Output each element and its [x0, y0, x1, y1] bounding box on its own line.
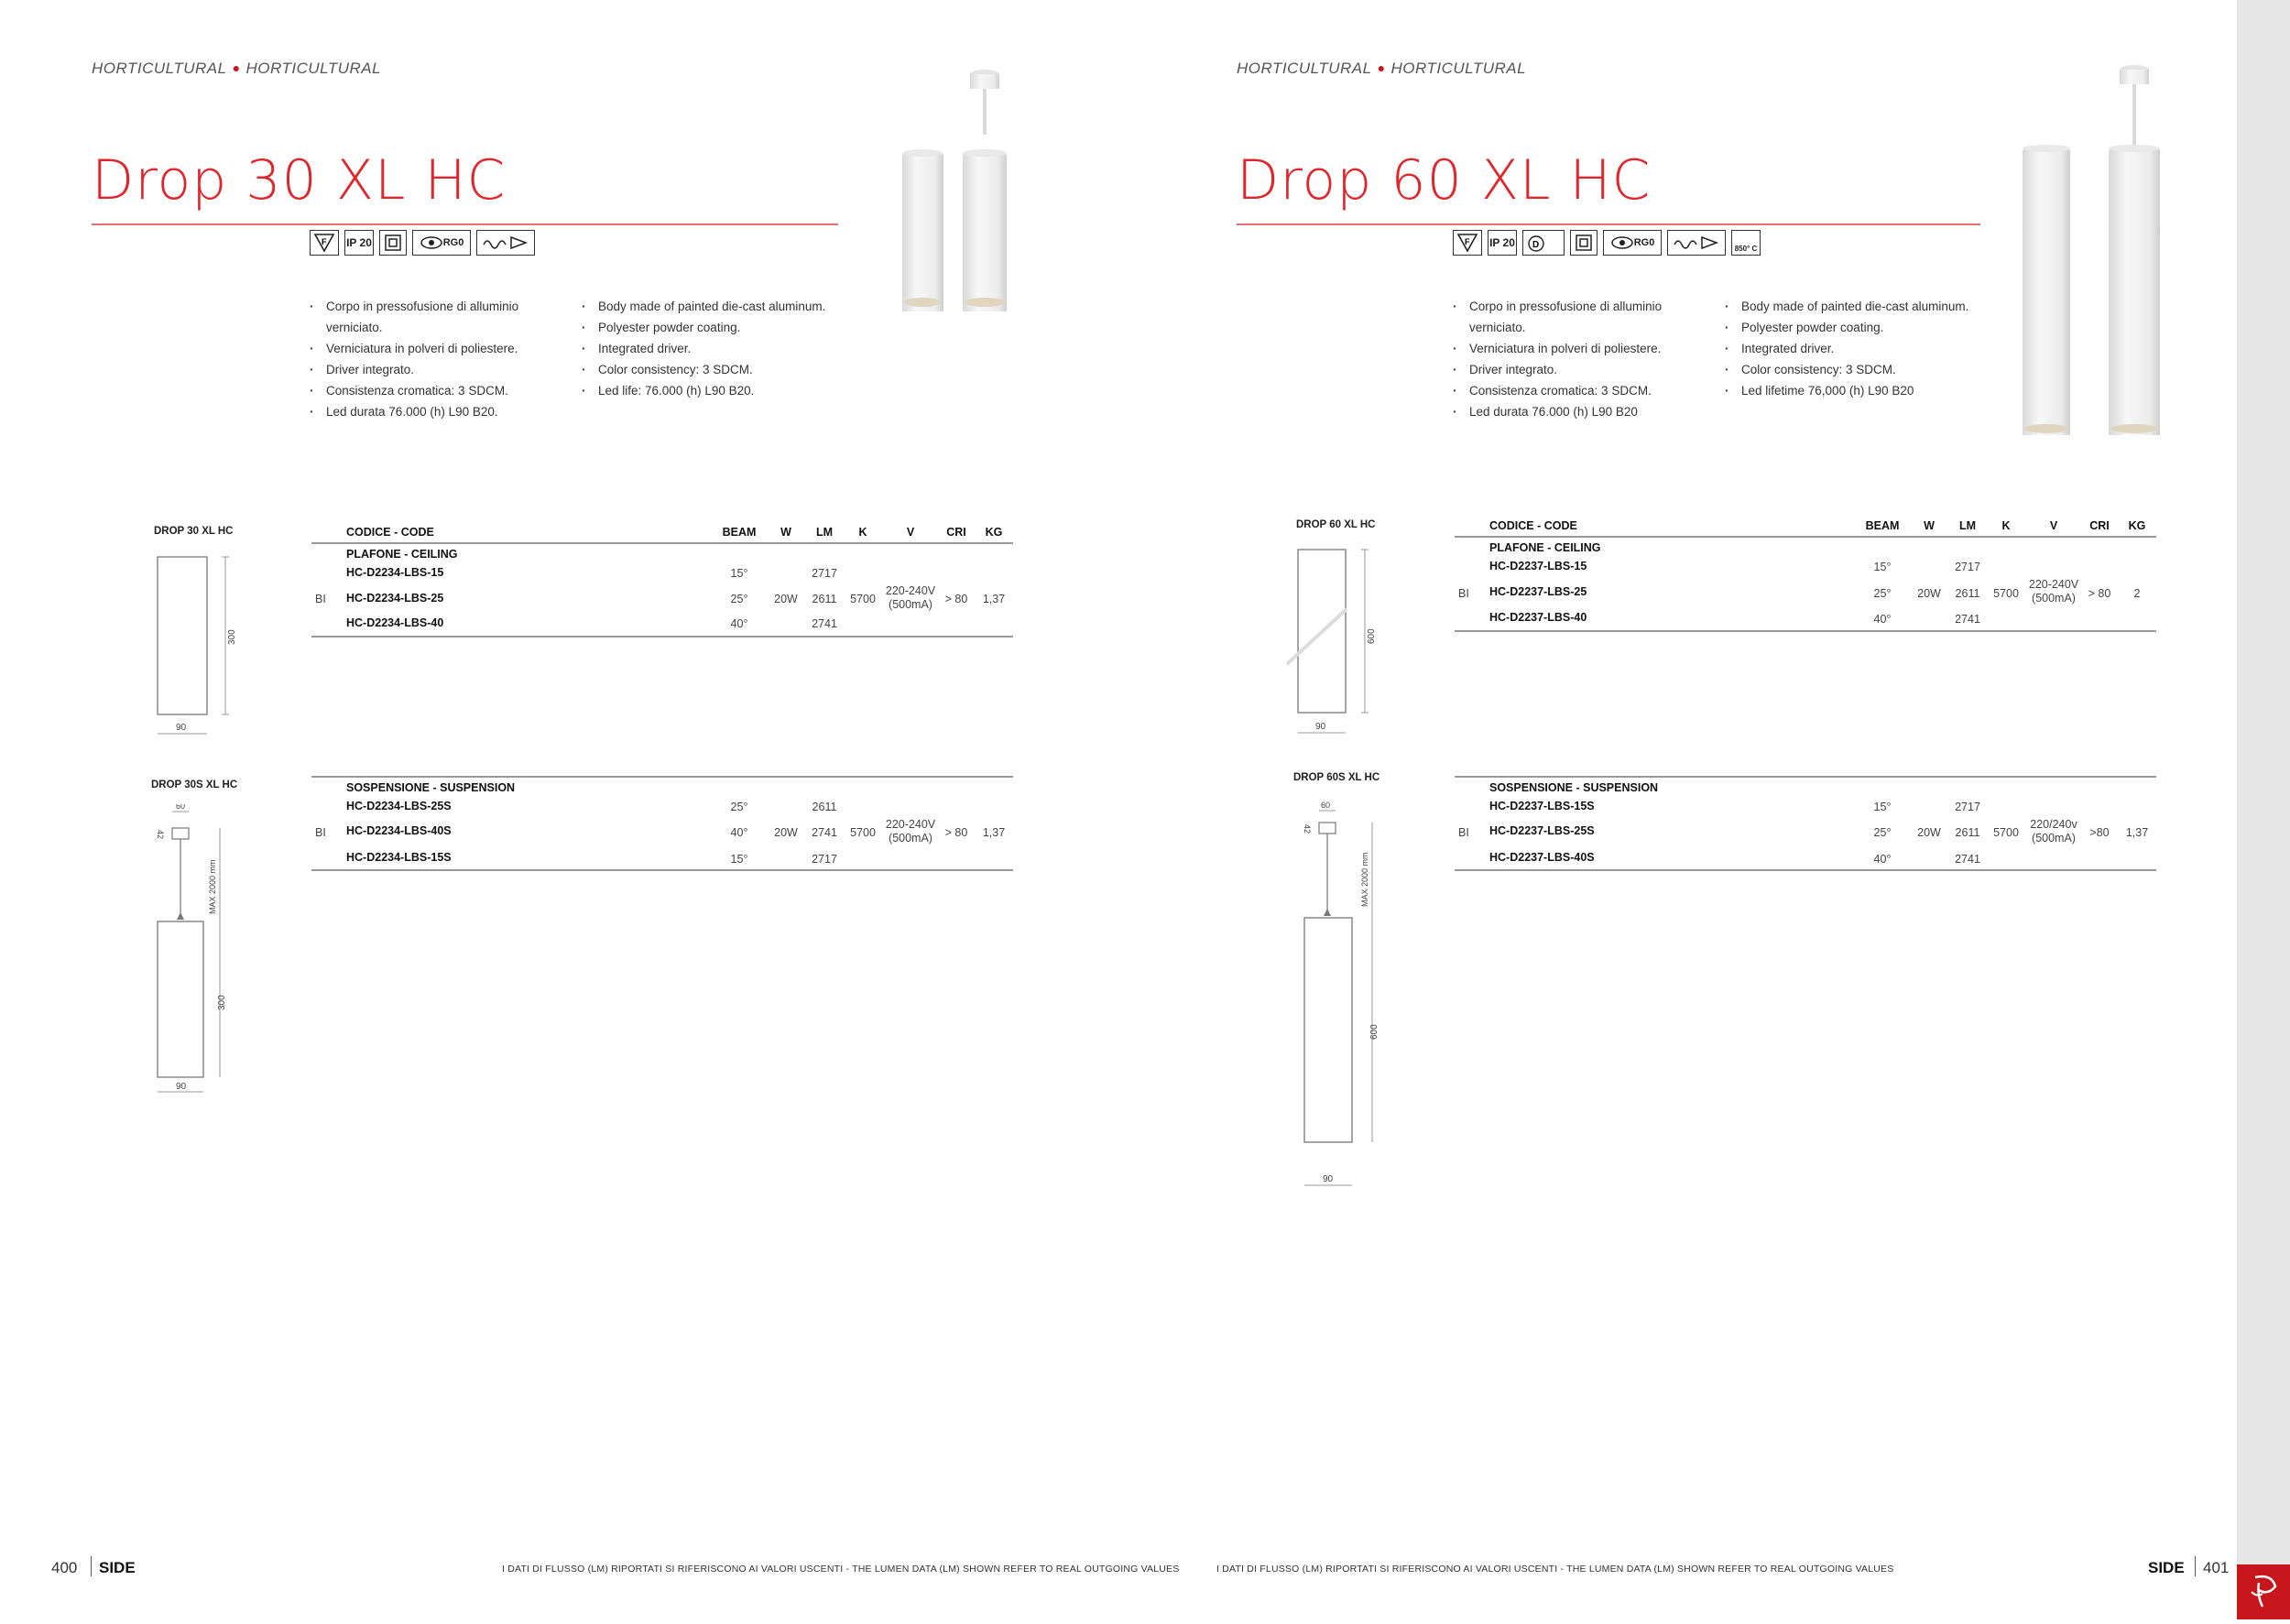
footer-note: I DATI DI FLUSSO (LM) RIPORTATI SI RIFERISCONO AI VALORI USCENTI - THE LUMEN DATA (LM) SHOWN REFER TO REAL OUTGOING VALUES [1216, 1564, 1894, 1575]
lumen-value: 2717 [1955, 801, 1980, 813]
svg-text:F: F [322, 237, 327, 246]
beam-value: 15° [730, 567, 748, 580]
title-divider [1237, 223, 1980, 225]
feature-item: · Color consistency: 3 SDCM. [1725, 359, 1981, 380]
feature-item: · Led life: 76.000 (h) L90 B20. [582, 380, 838, 401]
table-rule [311, 636, 1013, 638]
product-code: HC-D2234-LBS-15S [346, 851, 452, 864]
svg-text:F: F [1465, 237, 1470, 246]
beam-value: 25° [1873, 826, 1892, 839]
beam-value: 25° [730, 593, 748, 605]
dim-side-label: 42 [1303, 824, 1312, 834]
cri-value: > 80 [944, 826, 968, 839]
lumen-value: 2611 [1955, 587, 1980, 600]
feature-item: · Verniciatura in polveri di poliestere. [310, 338, 539, 359]
category-label: HORTICULTURAL ● HORTICULTURAL [1237, 60, 1527, 77]
table-rule [1455, 776, 2156, 778]
product-photo [2015, 64, 2162, 435]
lumen-value: 2741 [812, 826, 837, 839]
table-rule [311, 776, 1013, 778]
kelvin-value: 5700 [1993, 826, 2019, 839]
col-code: CODICE - CODE [1489, 519, 1577, 532]
section-label: PLAFONE - CEILING [1489, 541, 1601, 554]
table-rule [1455, 869, 2156, 871]
section-label: SOSPENSIONE - SUSPENSION [1489, 781, 1659, 794]
dim-width-label: 90 [176, 1082, 187, 1092]
cri-value: > 80 [2088, 587, 2111, 600]
product-code: HC-D2237-LBS-40 [1489, 611, 1587, 624]
col-cri: CRI [946, 526, 966, 539]
model-label: DROP 60 XL HC [1296, 519, 1376, 530]
lumen-value: 2741 [812, 617, 837, 630]
feature-item: · Body made of painted die-cast aluminum. [1725, 296, 1981, 317]
dim-width-label: 90 [1323, 1174, 1334, 1184]
product-title: Drop 60 XL HC [1237, 148, 1652, 213]
page-number: 401 [2203, 1559, 2230, 1576]
feature-item: · Integrated driver. [1725, 338, 1981, 359]
ceiling-dimension-drawing [147, 546, 238, 738]
lumen-value: 2717 [812, 567, 837, 580]
dim-height-label: 300 [217, 995, 227, 1010]
product-code: HC-D2237-LBS-25 [1489, 585, 1587, 598]
weight-value: 1,37 [2125, 826, 2149, 839]
feature-item: · Verniciatura in polveri di poliestere. [1453, 338, 1682, 359]
feature-item: · Driver integrato. [1453, 359, 1682, 380]
feature-item: · Integrated driver. [582, 338, 838, 359]
color-code: BI [315, 593, 326, 605]
lumen-value: 2717 [812, 853, 837, 866]
product-code: HC-D2237-LBS-15 [1489, 560, 1587, 572]
table-rule [1455, 630, 2156, 632]
certification-icons [310, 230, 535, 259]
kelvin-value: 5700 [850, 826, 876, 839]
rg0-icon: RG0 [412, 230, 471, 256]
watt-value: 20W [1917, 587, 1941, 600]
f-mark-icon [310, 230, 339, 256]
dim-top-label: 60 [176, 804, 186, 811]
suspension-dimension-drawing [147, 804, 247, 1097]
col-beam: BEAM [1865, 519, 1900, 532]
weight-value: 1,37 [982, 593, 1006, 605]
feature-item: · Led lifetime 76,000 (h) L90 B20 [1725, 380, 1981, 401]
kelvin-value: 5700 [1993, 587, 2019, 600]
col-kg: KG [2128, 519, 2146, 532]
collection-label: SIDE [99, 1559, 136, 1576]
dim-height-label: 600 [1367, 628, 1377, 644]
dim-width-label: 90 [1315, 722, 1326, 732]
beam-value: 40° [1873, 613, 1892, 626]
beam-value: 15° [1873, 561, 1892, 573]
product-code: HC-D2234-LBS-40S [346, 824, 452, 837]
watt-value: 20W [774, 826, 798, 839]
voltage-value: 220-240V (500mA) [2028, 578, 2079, 605]
ceiling-dimension-drawing [1282, 540, 1383, 737]
feature-item: · Consistenza cromatica: 3 SDCM. [1453, 380, 1682, 401]
col-lm: LM [1958, 519, 1977, 532]
model-label: DROP 60S XL HC [1293, 772, 1380, 783]
color-code: BI [1458, 587, 1469, 600]
rg0-icon: RG0 [1603, 230, 1662, 256]
cri-value: > 80 [944, 593, 968, 605]
dim-top-label: 60 [1321, 801, 1331, 810]
page-number: 400 [51, 1559, 78, 1576]
features-italian [1453, 296, 1682, 422]
lumen-value: 2611 [812, 593, 837, 605]
feature-item: · Corpo in pressofusione di alluminio verniciato. [1453, 296, 1682, 338]
dim-side-label: 42 [156, 830, 165, 840]
beam-value: 40° [730, 617, 748, 630]
beam-value: 25° [1873, 587, 1892, 600]
model-label: DROP 30 XL HC [154, 526, 234, 537]
driver-icon [1667, 230, 1726, 256]
dim-max-label: MAX 2000 mm [1360, 852, 1369, 907]
dimmable-d-icon [1522, 230, 1565, 256]
dim-max-label: MAX 2000 mm [208, 859, 217, 914]
brand-logo [2237, 1564, 2290, 1619]
lumen-value: 2611 [812, 801, 837, 813]
feature-item: · Polyester powder coating. [582, 317, 838, 338]
product-code: HC-D2234-LBS-25 [346, 592, 444, 605]
col-v: V [2049, 519, 2058, 532]
color-code: BI [315, 826, 326, 839]
features-english [1725, 296, 1981, 401]
col-cri: CRI [2089, 519, 2110, 532]
feature-item: · Color consistency: 3 SDCM. [582, 359, 838, 380]
table-rule [311, 869, 1013, 871]
f-mark-icon [1453, 230, 1482, 256]
beam-value: 15° [1873, 801, 1892, 813]
product-code: HC-D2234-LBS-25S [346, 800, 452, 812]
section-label: PLAFONE - CEILING [346, 548, 458, 561]
product-title: Drop 30 XL HC [92, 148, 507, 213]
product-code: HC-D2237-LBS-40S [1489, 851, 1595, 864]
beam-value: 15° [730, 853, 748, 866]
dim-height-label: 300 [227, 629, 237, 645]
col-code: CODICE - CODE [346, 526, 434, 539]
lumen-value: 2741 [1955, 613, 1980, 626]
col-kg: KG [985, 526, 1003, 539]
table-rule [1455, 536, 2156, 538]
lumen-value: 2741 [1955, 853, 1980, 866]
col-beam: BEAM [722, 526, 757, 539]
col-lm: LM [815, 526, 834, 539]
product-code: HC-D2237-LBS-25S [1489, 824, 1595, 837]
driver-icon [476, 230, 535, 256]
glow-wire-icon: 850° C [1731, 230, 1761, 256]
weight-value: 1,37 [982, 826, 1006, 839]
col-w: W [1924, 519, 1935, 532]
page-edge-sidebar [2237, 0, 2290, 1619]
product-code: HC-D2237-LBS-15S [1489, 800, 1595, 812]
features-english [582, 296, 838, 401]
model-label: DROP 30S XL HC [151, 779, 238, 790]
suspension-dimension-drawing [1290, 797, 1390, 1191]
col-v: V [906, 526, 915, 539]
product-code: HC-D2234-LBS-15 [346, 566, 444, 579]
lumen-value: 2717 [1955, 561, 1980, 573]
kelvin-value: 5700 [850, 593, 876, 605]
title-divider [92, 223, 838, 225]
svg-text:D: D [1532, 240, 1540, 250]
features-italian [310, 296, 539, 422]
feature-item: · Led durata 76.000 (h) L90 B20. [310, 401, 539, 422]
col-w: W [780, 526, 791, 539]
cri-value: >80 [2089, 826, 2110, 839]
feature-item: · Consistenza cromatica: 3 SDCM. [310, 380, 539, 401]
product-code: HC-D2234-LBS-40 [346, 616, 444, 629]
product-photo [893, 69, 1017, 311]
section-label: SOSPENSIONE - SUSPENSION [346, 781, 516, 794]
plant-logo-icon [2237, 1564, 2290, 1619]
col-k: K [858, 526, 867, 539]
certification-icons [1453, 230, 1761, 259]
feature-item: · Led durata 76.000 (h) L90 B20 [1453, 401, 1682, 422]
watt-value: 20W [1917, 826, 1941, 839]
watt-value: 20W [774, 593, 798, 605]
collection-label: SIDE [2148, 1559, 2185, 1576]
voltage-value: 220-240V (500mA) [885, 584, 936, 611]
page-separator [91, 1556, 92, 1576]
feature-item: · Corpo in pressofusione di alluminio verniciato. [310, 296, 539, 338]
weight-value: 2 [2133, 587, 2141, 600]
color-code: BI [1458, 826, 1469, 839]
lumen-value: 2611 [1955, 826, 1980, 839]
beam-value: 40° [1873, 853, 1892, 866]
class-ii-icon [1570, 230, 1598, 256]
page-separator [2195, 1556, 2196, 1576]
ip20-icon: IP 20 [344, 230, 374, 256]
dim-width-label: 90 [176, 723, 187, 733]
feature-item: · Polyester powder coating. [1725, 317, 1981, 338]
category-label: HORTICULTURAL ● HORTICULTURAL [92, 60, 382, 77]
ip20-icon: IP 20 [1488, 230, 1517, 256]
beam-value: 40° [730, 826, 748, 839]
voltage-value: 220/240v (500mA) [2030, 818, 2077, 845]
feature-item: · Driver integrato. [310, 359, 539, 380]
class-ii-icon [379, 230, 407, 256]
col-k: K [2001, 519, 2011, 532]
table-rule [311, 542, 1013, 544]
dim-height-label: 600 [1369, 1024, 1379, 1040]
voltage-value: 220-240V (500mA) [885, 818, 936, 845]
beam-value: 25° [730, 801, 748, 813]
footer-note: I DATI DI FLUSSO (LM) RIPORTATI SI RIFERISCONO AI VALORI USCENTI - THE LUMEN DATA (LM) SHOWN REFER TO REAL OUTGOING VALUES [502, 1564, 1180, 1575]
feature-item: · Body made of painted die-cast aluminum. [582, 296, 838, 317]
